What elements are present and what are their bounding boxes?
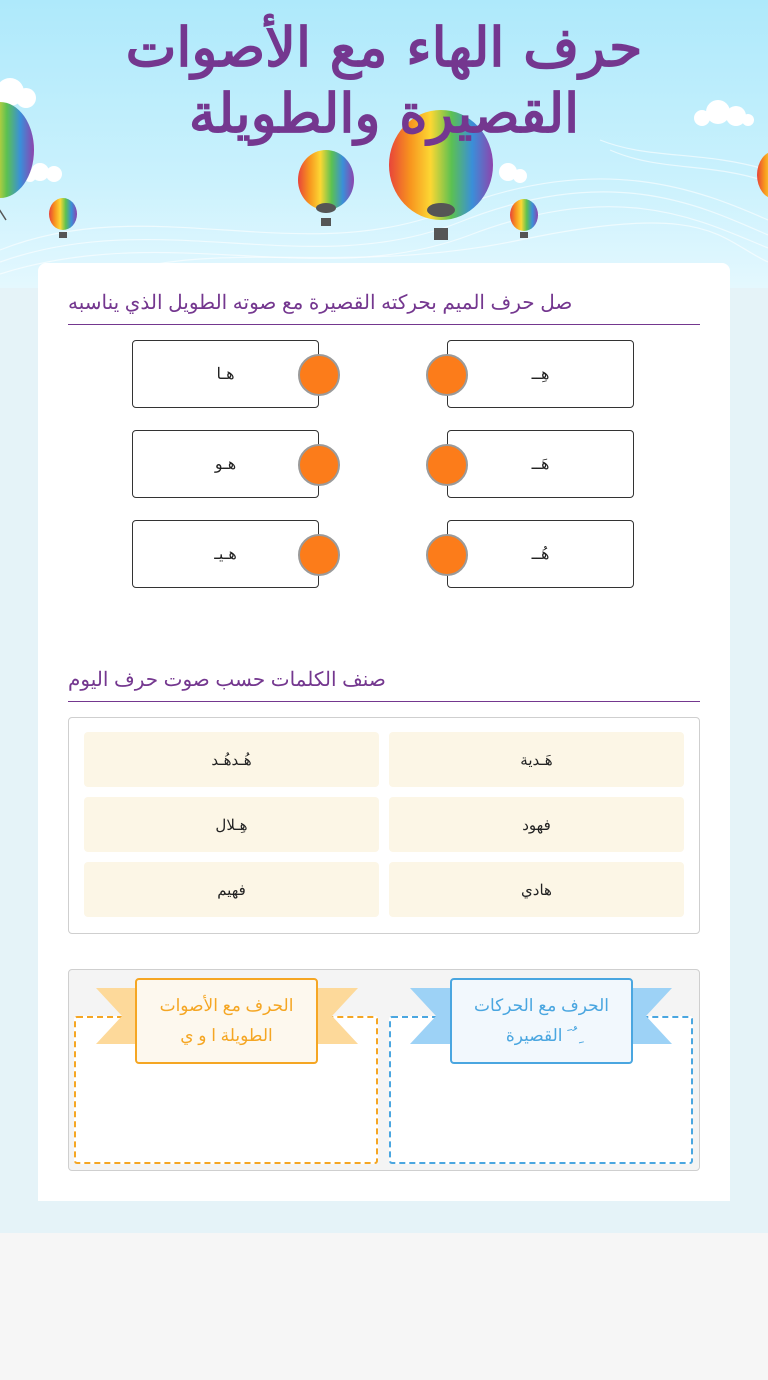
word-chip[interactable]: هَـدية	[389, 732, 684, 787]
title-line-2: القصيرة والطويلة	[188, 81, 580, 145]
short-vowels-category-label	[450, 978, 633, 1064]
match-left-item[interactable]: هـا	[132, 340, 319, 408]
word-chip[interactable]: فهود	[389, 797, 684, 852]
sort-instruction: صنف الكلمات حسب صوت حرف اليوم	[68, 667, 700, 702]
match-connector-dot[interactable]	[298, 534, 340, 576]
long-label-line-2: الطويلة ا و ي	[180, 1026, 273, 1045]
short-label-line-2: ِ ُ َ القصيرة	[505, 1026, 578, 1045]
header-banner	[0, 0, 768, 288]
short-label-line-1: الحرف مع الحركات	[474, 996, 610, 1015]
word-chip[interactable]: هِـلال	[84, 797, 379, 852]
match-left-item[interactable]: هـيـ	[132, 520, 319, 588]
page-title	[0, 14, 768, 146]
match-right-item[interactable]: هُــ	[447, 520, 634, 588]
long-label-line-1: الحرف مع الأصوات	[159, 996, 294, 1015]
match-connector-dot[interactable]	[426, 354, 468, 396]
match-connector-dot[interactable]	[298, 354, 340, 396]
word-chip[interactable]: هُـدهُـد	[84, 732, 379, 787]
title-line-1: حرف الهاء مع الأصوات	[125, 15, 643, 79]
match-connector-dot[interactable]	[426, 534, 468, 576]
word-chip[interactable]: فهيم	[84, 862, 379, 917]
match-right-item[interactable]: هِــ	[447, 340, 634, 408]
match-connector-dot[interactable]	[298, 444, 340, 486]
match-instruction: صل حرف الميم بحركته القصيرة مع صوته الطويل الذي يناسبه	[68, 290, 700, 325]
word-chip[interactable]: هادي	[389, 862, 684, 917]
match-left-item[interactable]: هـو	[132, 430, 319, 498]
long-vowels-category-label	[135, 978, 318, 1064]
match-connector-dot[interactable]	[426, 444, 468, 486]
match-right-item[interactable]: هَــ	[447, 430, 634, 498]
